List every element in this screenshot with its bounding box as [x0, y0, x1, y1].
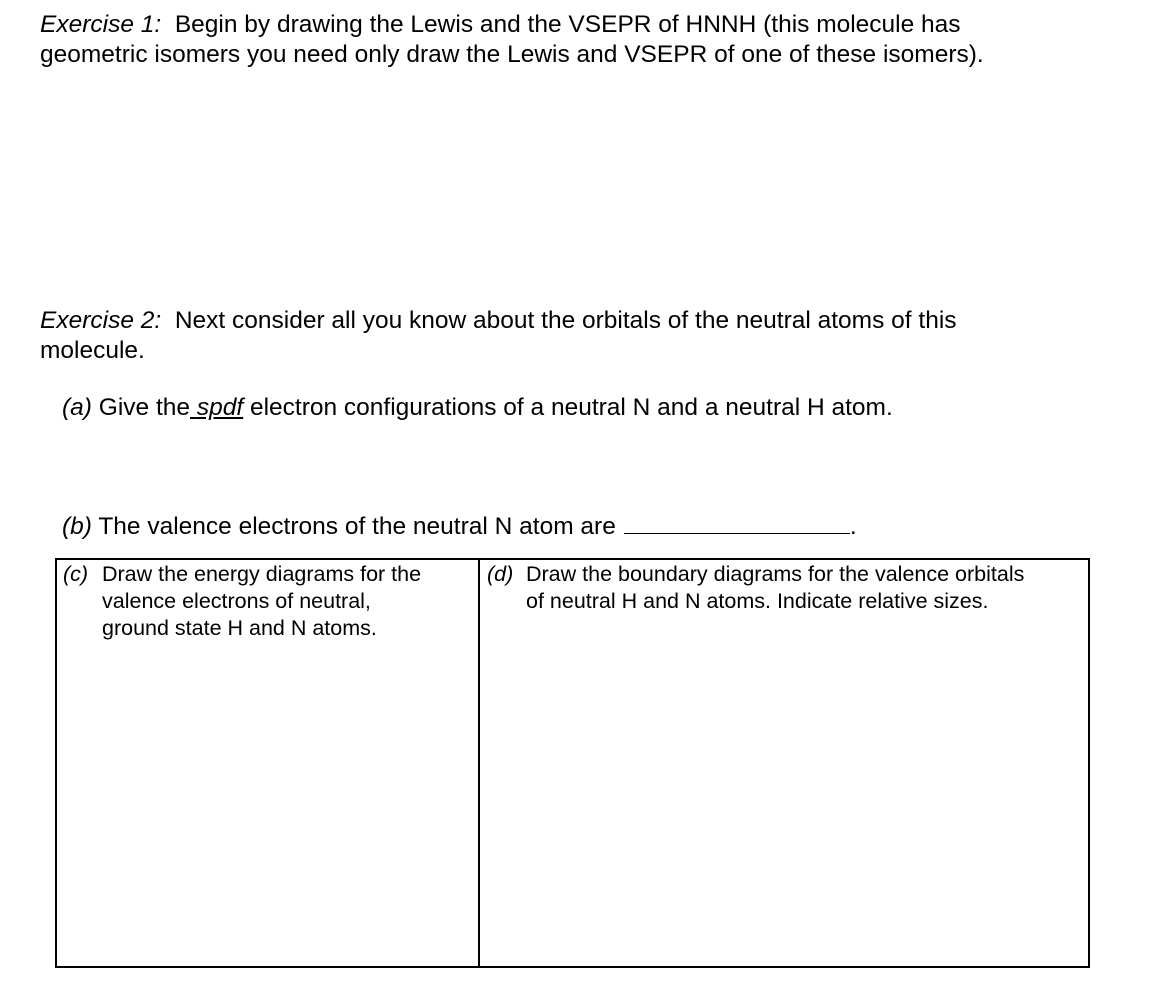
exercise-2-text-2: molecule. [40, 337, 145, 364]
question-a-text-after: electron configurations of a neutral N and a neutral H atom. [249, 394, 893, 421]
answer-table-divider [478, 558, 480, 968]
exercise-2-line-1 [40, 306, 957, 336]
exercise-1 [40, 10, 984, 70]
question-d-label: (d) [487, 562, 514, 586]
answer-cell-d[interactable] [487, 561, 1024, 615]
question-b-period: . [849, 513, 857, 540]
question-d-text-2: of neutral H and N atoms. Indicate relative sizes. [526, 589, 989, 613]
question-c-text-3: ground state H and N atoms. [102, 616, 377, 640]
exercise-1-text-2: geometric isomers you need only draw the Lewis and VSEPR of one of these isomers). [40, 41, 984, 68]
question-c-label: (c) [63, 562, 89, 586]
question-a-spdf: spdf [196, 394, 244, 421]
question-c-text-1: Draw the energy diagrams for the [102, 562, 422, 586]
answer-blank[interactable] [624, 511, 850, 534]
question-b-label: (b) [62, 513, 92, 540]
exercise-1-text-1: Begin by drawing the Lewis and the VSEPR of HNNH (this molecule has [174, 11, 961, 38]
question-b-text: The valence electrons of the neutral N atom are [98, 513, 616, 540]
exercise-1-line-1 [40, 10, 984, 40]
question-a [62, 393, 893, 423]
exercise-1-label: Exercise 1: [40, 11, 162, 38]
question-a-text-before: Give the [98, 394, 191, 421]
answer-cell-c[interactable] [63, 561, 421, 642]
question-d-text-1: Draw the boundary diagrams for the valence orbitals [526, 562, 1025, 586]
exercise-2-text-1: Next consider all you know about the orbitals of the neutral atoms of this [174, 307, 957, 334]
exercise-2-label: Exercise 2: [40, 307, 162, 334]
exercise-2 [40, 306, 957, 366]
question-d-line-1 [487, 561, 1024, 588]
question-c-line-1 [63, 561, 421, 588]
question-a-label: (a) [62, 394, 92, 421]
question-b [62, 511, 857, 542]
question-c-text-2: valence electrons of neutral, [102, 589, 371, 613]
